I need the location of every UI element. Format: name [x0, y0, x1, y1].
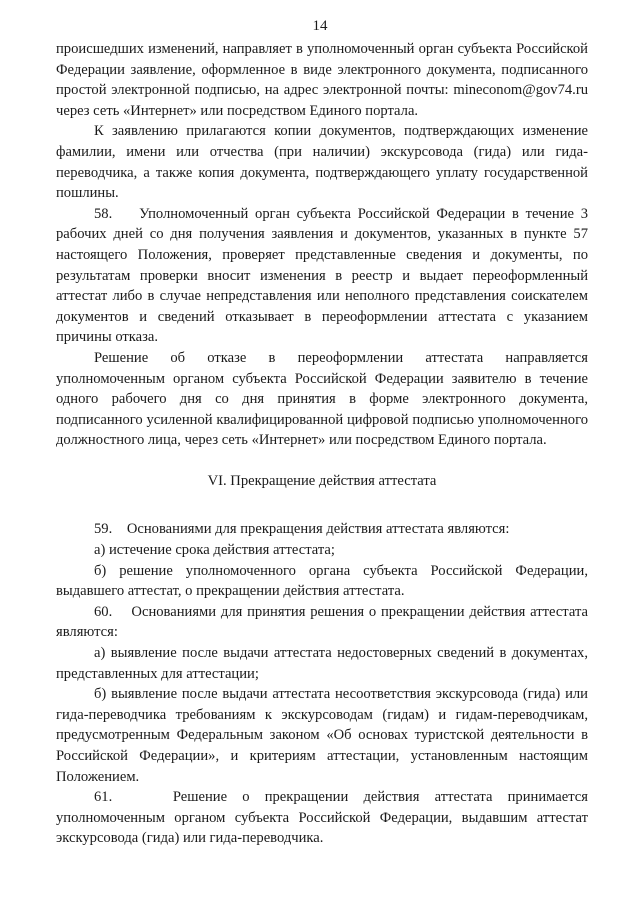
document-body	[56, 39, 588, 849]
paragraph-59-b: б) решение уполномоченного органа субъекта Российской Федерации, выдавшего аттестат, о прекращении действия аттестата.	[56, 562, 588, 600]
paragraph-refusal-decision: Решение об отказе в переоформлении аттестата направляется уполномоченным органом субъекта Российской Федерации заявителю в течение одного рабочего дня со дня принятия в форме электронного документа, подписанного усиленной квалифицированной цифровой подписью уполномоченного должностного лица, через сеть «Интернет» или посредством Единого портала.	[56, 349, 588, 449]
paragraph-60: 60. Основаниями для принятия решения о прекращении действия аттестата являются:	[56, 603, 588, 641]
paragraph-attachments: К заявлению прилагаются копии документов, подтверждающих изменение фамилии, имени или отчества (при наличии) экскурсовода (гида) или гида-переводчика, а также копия документа, подтверждающего уплату государственной пошлины.	[56, 123, 588, 202]
paragraph-60-b: б) выявление после выдачи аттестата несоответствия экскурсовода (гида) или гида-переводчика требованиям к экскурсоводам (гидам) и гидам-переводчикам, предусмотренным Федеральным законом «Об основах туристской деятельности в Российской Федерации», и критериям аттестации, установленным настоящим Положением.	[56, 686, 588, 785]
paragraph-59-a: а) истечение срока действия аттестата;	[94, 542, 335, 559]
paragraph-continuation: происшедших изменений, направляет в уполномоченный орган субъекта Российской Федерации заявление, оформленное в виде электронного документа, подписанного простой электронной подписью, на адрес электронной почты: mineconom@gov74.ru через сеть «Интернет» или посредством Единого портала.	[56, 41, 588, 119]
paragraph-60-a: а) выявление после выдачи аттестата недостоверных сведений в документах, представленных для аттестации;	[56, 645, 588, 682]
page-number: 14	[312, 18, 328, 34]
paragraph-59: 59. Основаниями для прекращения действия аттестата являются:	[94, 521, 510, 538]
paragraph-61: 61. Решение о прекращении действия аттестата принимается уполномоченным органом субъекта Российской Федерации, выдавшим аттестат экскурсовода (гида) или гида-переводчика.	[56, 789, 588, 847]
paragraph-58: 58. Уполномоченный орган субъекта Российской Федерации в течение 3 рабочих дней со дня получения заявления и документов, указанных в пункте 57 настоящего Положения, проверяет представленные сведения и документы, по результатам проверки вносит изменения в реестр и выдает переоформленный аттестат либо в случае непредставления или неполного представления соискателем документов и сведений отказывает в переоформлении аттестата с указанием причины отказа.	[56, 205, 588, 346]
section-heading: VI. Прекращение действия аттестата	[207, 472, 437, 489]
